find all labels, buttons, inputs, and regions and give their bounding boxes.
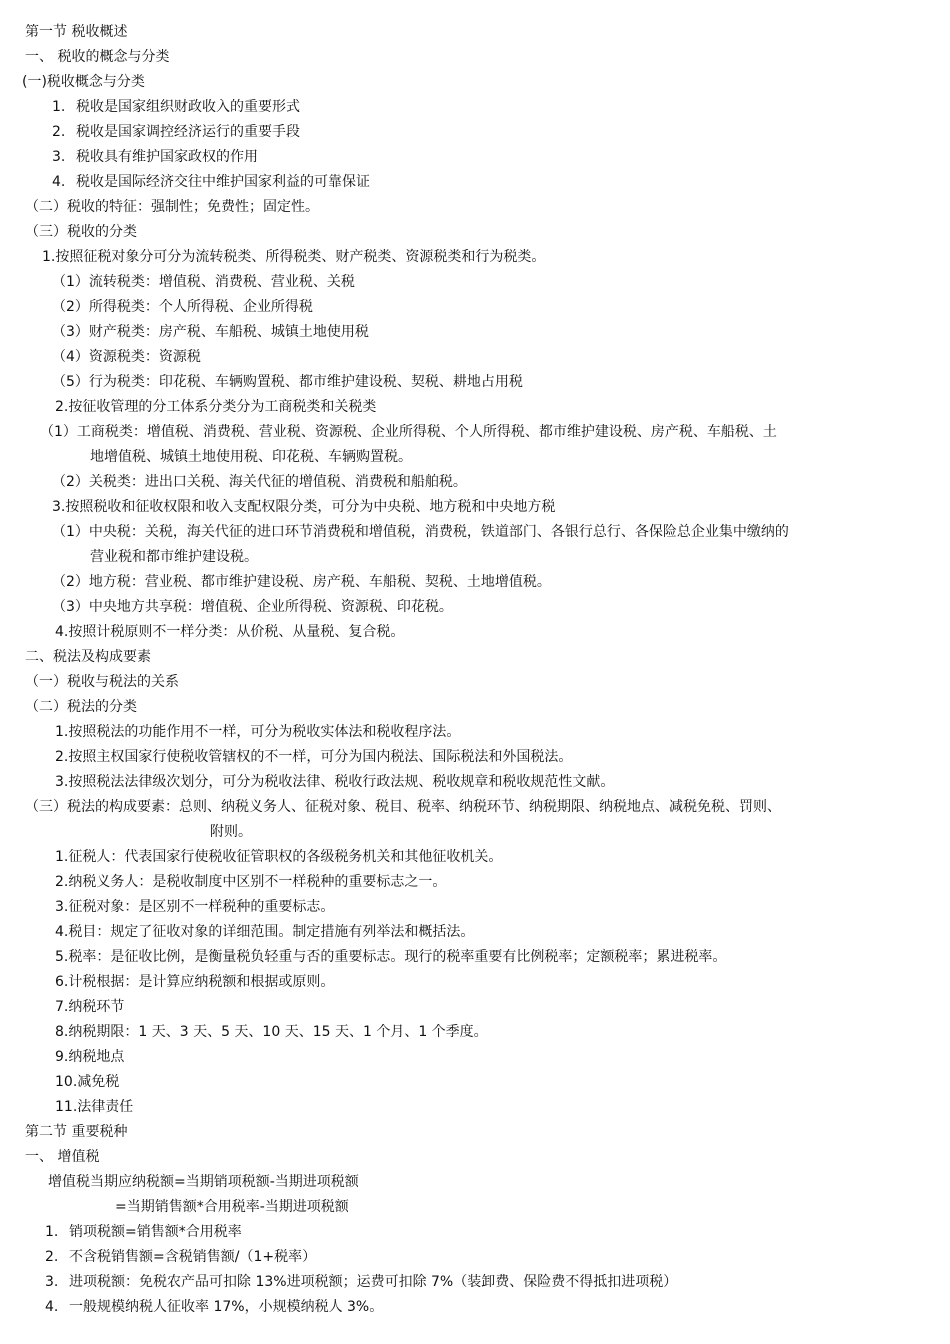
text-line (55, 1072, 119, 1092)
line-text: 附则。 (210, 824, 252, 840)
line-text: 进项税额：免税农产品可扣除 13%进项税额；运费可扣除 7%（装卸费、保险费不得抵扣进项税） (69, 1274, 678, 1290)
text-line (45, 1247, 316, 1267)
line-text: （3）财产税类：房产税、车船税、城镇土地使用税 (52, 324, 369, 340)
text-line (55, 922, 474, 942)
line-text: （2）所得税类：个人所得税、企业所得税 (52, 299, 313, 315)
line-text: 9.纳税地点 (55, 1049, 125, 1065)
text-line (55, 872, 446, 892)
line-text: 增值税当期应纳税额=当期销项税额-当期进项税额 (48, 1174, 359, 1190)
list-number: 2. (52, 124, 66, 140)
list-number: 3. (52, 149, 66, 165)
text-line (48, 1172, 359, 1192)
text-line (55, 1047, 124, 1067)
text-line (90, 547, 258, 567)
line-text: 一、 增值税 (25, 1149, 100, 1165)
text-line (40, 422, 777, 442)
text-line (45, 1222, 242, 1242)
line-text: 税收是国家调控经济运行的重要手段 (76, 124, 300, 140)
line-text: 第一节 税收概述 (25, 24, 128, 40)
text-line (52, 347, 201, 367)
line-text: 2.按征收管理的分工体系分类分为工商税类和关税类 (55, 399, 377, 415)
line-text: 1.按照税法的功能作用不一样，可分为税收实体法和税收程序法。 (55, 724, 461, 740)
list-number: 1. (52, 99, 66, 115)
line-text: 8.纳税期限：1 天、3 天、5 天、10 天、15 天、1 个月、1 个季度。 (55, 1024, 488, 1040)
line-text: （一）税收与税法的关系 (25, 674, 179, 690)
text-line (52, 597, 453, 617)
line-text: 税收具有维护国家政权的作用 (76, 149, 258, 165)
line-text: （2）关税类：进出口关税、海关代征的增值税、消费税和船舶税。 (52, 474, 467, 490)
text-line (115, 1197, 349, 1217)
line-text: （三）税法的构成要素：总则、纳税义务人、征税对象、税目、税率、纳税环节、纳税期限、纳税地点、减税免税、罚则、 (25, 799, 781, 815)
line-text: （二）税收的特征：强制性；免费性；固定性。 (25, 199, 319, 215)
line-text: 5.税率：是征收比例，是衡量税负轻重与否的重要标志。现行的税率重要有比例税率；定额税率；累进税率。 (55, 949, 727, 965)
line-text: 税收是国际经济交往中维护国家利益的可靠保证 (76, 174, 370, 190)
text-line (55, 622, 404, 642)
text-line (55, 947, 726, 967)
text-line (90, 447, 412, 467)
text-line (25, 697, 137, 717)
text-line (55, 1097, 133, 1117)
line-text: 不含税销售额=含税销售额/（1+税率） (69, 1249, 317, 1265)
line-text: （1）中央税：关税，海关代征的进口环节消费税和增值税，消费税，铁道部门、各银行总行、各保险总企业集中缴纳的 (52, 524, 789, 540)
text-line (52, 147, 258, 167)
list-number: 1. (45, 1224, 59, 1240)
text-line (25, 197, 319, 217)
line-text: 6.计税根据：是计算应纳税额和根据或原则。 (55, 974, 335, 990)
line-text: 1.按照征税对象分可分为流转税类、所得税类、财产税类、资源税类和行为税类。 (42, 249, 546, 265)
line-text: 销项税额=销售额*合用税率 (69, 1224, 242, 1240)
list-number: 2. (45, 1249, 59, 1265)
line-text: 4.税目：规定了征收对象的详细范围。制定措施有列举法和概括法。 (55, 924, 475, 940)
text-line (52, 97, 300, 117)
text-line (55, 972, 334, 992)
text-line (55, 1022, 488, 1042)
text-line (55, 747, 572, 767)
line-text: 营业税和都市维护建设税。 (90, 549, 258, 565)
line-text: (一)税收概念与分类 (22, 74, 145, 90)
text-line (55, 397, 376, 417)
text-line (25, 672, 179, 692)
text-line (52, 572, 551, 592)
line-text: （三）税收的分类 (25, 224, 137, 240)
text-line (42, 247, 545, 267)
line-text: （2）地方税：营业税、都市维护建设税、房产税、车船税、契税、土地增值税。 (52, 574, 551, 590)
line-text: 2.纳税义务人：是税收制度中区别不一样税种的重要标志之一。 (55, 874, 447, 890)
text-line (55, 722, 460, 742)
text-line (45, 1297, 383, 1317)
line-text: 7.纳税环节 (55, 999, 125, 1015)
text-line (52, 322, 369, 342)
list-number: 4. (45, 1299, 59, 1315)
line-text: 3.征税对象：是区别不一样税种的重要标志。 (55, 899, 335, 915)
text-line (25, 222, 137, 242)
line-text: （4）资源税类：资源税 (52, 349, 201, 365)
line-text: （1）工商税类：增值税、消费税、营业税、资源税、企业所得税、个人所得税、都市维护建设税、房产税、车船税、土 (40, 424, 777, 440)
text-line (52, 272, 355, 292)
line-text: 3.按照税收和征收权限和收入支配权限分类，可分为中央税、地方税和中央地方税 (52, 499, 556, 515)
text-line (22, 72, 145, 92)
text-line (25, 797, 781, 817)
line-text: 11.法律责任 (55, 1099, 134, 1115)
line-text: 地增值税、城镇土地使用税、印花税、车辆购置税。 (90, 449, 412, 465)
line-text: （1）流转税类：增值税、消费税、营业税、关税 (52, 274, 355, 290)
text-line (55, 997, 124, 1017)
line-text: 税收是国家组织财政收入的重要形式 (76, 99, 300, 115)
line-text: 10.减免税 (55, 1074, 120, 1090)
text-line (55, 847, 502, 867)
text-line (45, 1272, 677, 1292)
line-text: 4.按照计税原则不一样分类：从价税、从量税、复合税。 (55, 624, 405, 640)
text-line (25, 1147, 99, 1167)
text-line (25, 22, 127, 42)
line-text: 一、 税收的概念与分类 (25, 49, 170, 65)
text-line (52, 497, 555, 517)
text-line (52, 122, 300, 142)
line-text: 二、税法及构成要素 (25, 649, 151, 665)
text-line (210, 822, 252, 842)
text-line (52, 522, 789, 542)
line-text: 2.按照主权国家行使税收管辖权的不一样，可分为国内税法、国际税法和外国税法。 (55, 749, 573, 765)
list-number: 4. (52, 174, 66, 190)
text-line (52, 472, 467, 492)
line-text: 一般规模纳税人征收率 17%，小规模纳税人 3%。 (69, 1299, 384, 1315)
text-line (25, 47, 169, 67)
text-line (52, 297, 313, 317)
text-line (52, 172, 370, 192)
text-line (55, 772, 614, 792)
text-line (25, 647, 151, 667)
line-text: =当期销售额*合用税率-当期进项税额 (115, 1199, 349, 1215)
line-text: （二）税法的分类 (25, 699, 137, 715)
list-number: 3. (45, 1274, 59, 1290)
line-text: 1.征税人：代表国家行使税收征管职权的各级税务机关和其他征收机关。 (55, 849, 503, 865)
line-text: （3）中央地方共享税：增值税、企业所得税、资源税、印花税。 (52, 599, 453, 615)
text-line (52, 372, 523, 392)
text-line (55, 897, 334, 917)
line-text: 3.按照税法法律级次划分，可分为税收法律、税收行政法规、税收规章和税收规范性文献。 (55, 774, 615, 790)
line-text: 第二节 重要税种 (25, 1124, 128, 1140)
text-line (25, 1122, 127, 1142)
line-text: （5）行为税类：印花税、车辆购置税、都市维护建设税、契税、耕地占用税 (52, 374, 523, 390)
